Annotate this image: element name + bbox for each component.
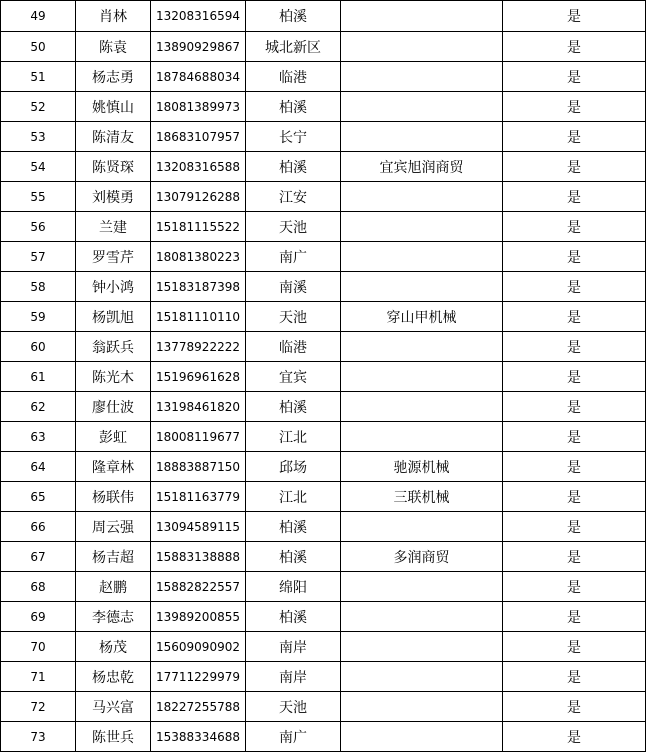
row-number: 51 — [1, 62, 76, 92]
person-name: 杨志勇 — [76, 62, 151, 92]
table-row — [1, 152, 646, 182]
company-name — [341, 692, 503, 722]
phone-number: 15882822557 — [151, 572, 246, 602]
phone-number: 13778922222 — [151, 332, 246, 362]
row-number: 65 — [1, 482, 76, 512]
company-name — [341, 332, 503, 362]
row-number: 67 — [1, 542, 76, 572]
area-name: 柏溪 — [246, 1, 341, 32]
company-name — [341, 662, 503, 692]
row-number: 63 — [1, 422, 76, 452]
company-name — [341, 212, 503, 242]
status-flag: 是 — [503, 302, 646, 332]
phone-number: 15883138888 — [151, 542, 246, 572]
area-name: 天池 — [246, 212, 341, 242]
person-name: 李德志 — [76, 602, 151, 632]
person-name: 刘模勇 — [76, 182, 151, 212]
area-name: 江安 — [246, 182, 341, 212]
area-name: 江北 — [246, 422, 341, 452]
status-flag: 是 — [503, 332, 646, 362]
row-number: 57 — [1, 242, 76, 272]
person-name: 钟小鸿 — [76, 272, 151, 302]
roster-body — [1, 1, 646, 752]
person-name: 陈袁 — [76, 32, 151, 62]
row-number: 69 — [1, 602, 76, 632]
table-row — [1, 92, 646, 122]
table-row — [1, 212, 646, 242]
company-name — [341, 632, 503, 662]
phone-number: 18683107957 — [151, 122, 246, 152]
person-name: 马兴富 — [76, 692, 151, 722]
row-number: 68 — [1, 572, 76, 602]
status-flag: 是 — [503, 482, 646, 512]
phone-number: 18008119677 — [151, 422, 246, 452]
person-name: 杨吉超 — [76, 542, 151, 572]
phone-number: 13208316588 — [151, 152, 246, 182]
phone-number: 18081389973 — [151, 92, 246, 122]
area-name: 柏溪 — [246, 602, 341, 632]
person-name: 杨忠乾 — [76, 662, 151, 692]
person-name: 罗雪芹 — [76, 242, 151, 272]
area-name: 南岸 — [246, 662, 341, 692]
row-number: 49 — [1, 1, 76, 32]
person-name: 杨茂 — [76, 632, 151, 662]
area-name: 柏溪 — [246, 542, 341, 572]
row-number: 64 — [1, 452, 76, 482]
company-name — [341, 32, 503, 62]
phone-number: 15196961628 — [151, 362, 246, 392]
area-name: 绵阳 — [246, 572, 341, 602]
area-name: 城北新区 — [246, 32, 341, 62]
table-row — [1, 362, 646, 392]
status-flag: 是 — [503, 692, 646, 722]
phone-number: 18784688034 — [151, 62, 246, 92]
area-name: 柏溪 — [246, 512, 341, 542]
company-name — [341, 392, 503, 422]
company-name — [341, 92, 503, 122]
person-name: 陈贤琛 — [76, 152, 151, 182]
person-name: 陈世兵 — [76, 722, 151, 752]
person-name: 彭虹 — [76, 422, 151, 452]
person-name: 翁跃兵 — [76, 332, 151, 362]
phone-number: 15181110110 — [151, 302, 246, 332]
person-name: 廖仕波 — [76, 392, 151, 422]
status-flag: 是 — [503, 92, 646, 122]
phone-number: 18883887150 — [151, 452, 246, 482]
status-flag: 是 — [503, 242, 646, 272]
phone-number: 13890929867 — [151, 32, 246, 62]
phone-number: 15388334688 — [151, 722, 246, 752]
phone-number: 13198461820 — [151, 392, 246, 422]
area-name: 江北 — [246, 482, 341, 512]
phone-number: 13989200855 — [151, 602, 246, 632]
table-row — [1, 512, 646, 542]
company-name — [341, 272, 503, 302]
phone-number: 15181163779 — [151, 482, 246, 512]
person-name: 姚慎山 — [76, 92, 151, 122]
table-row — [1, 692, 646, 722]
company-name: 宜宾旭润商贸 — [341, 152, 503, 182]
area-name: 柏溪 — [246, 92, 341, 122]
row-number: 59 — [1, 302, 76, 332]
table-row — [1, 242, 646, 272]
table-row — [1, 452, 646, 482]
table-row — [1, 332, 646, 362]
row-number: 53 — [1, 122, 76, 152]
company-name: 驰源机械 — [341, 452, 503, 482]
table-row — [1, 302, 646, 332]
phone-number: 15181115522 — [151, 212, 246, 242]
status-flag: 是 — [503, 722, 646, 752]
status-flag: 是 — [503, 362, 646, 392]
status-flag: 是 — [503, 632, 646, 662]
area-name: 天池 — [246, 302, 341, 332]
company-name: 穿山甲机械 — [341, 302, 503, 332]
row-number: 56 — [1, 212, 76, 242]
table-row — [1, 62, 646, 92]
status-flag: 是 — [503, 62, 646, 92]
phone-number: 17711229979 — [151, 662, 246, 692]
company-name: 多润商贸 — [341, 542, 503, 572]
area-name: 临港 — [246, 332, 341, 362]
row-number: 72 — [1, 692, 76, 722]
table-row — [1, 722, 646, 752]
table-row — [1, 542, 646, 572]
row-number: 55 — [1, 182, 76, 212]
company-name — [341, 362, 503, 392]
status-flag: 是 — [503, 392, 646, 422]
table-row — [1, 632, 646, 662]
row-number: 58 — [1, 272, 76, 302]
company-name — [341, 242, 503, 272]
company-name — [341, 122, 503, 152]
table-row — [1, 182, 646, 212]
table-row — [1, 1, 646, 32]
status-flag: 是 — [503, 152, 646, 182]
row-number: 52 — [1, 92, 76, 122]
company-name: 三联机械 — [341, 482, 503, 512]
company-name — [341, 722, 503, 752]
area-name: 宜宾 — [246, 362, 341, 392]
status-flag: 是 — [503, 32, 646, 62]
area-name: 邱场 — [246, 452, 341, 482]
row-number: 71 — [1, 662, 76, 692]
phone-number: 13208316594 — [151, 1, 246, 32]
person-name: 赵鹏 — [76, 572, 151, 602]
status-flag: 是 — [503, 422, 646, 452]
phone-number: 15183187398 — [151, 272, 246, 302]
person-name: 隆章林 — [76, 452, 151, 482]
table-row — [1, 662, 646, 692]
status-flag: 是 — [503, 512, 646, 542]
table-row — [1, 422, 646, 452]
table-row — [1, 572, 646, 602]
phone-number: 15609090902 — [151, 632, 246, 662]
status-flag: 是 — [503, 542, 646, 572]
person-name: 杨联伟 — [76, 482, 151, 512]
status-flag: 是 — [503, 1, 646, 32]
status-flag: 是 — [503, 182, 646, 212]
table-row — [1, 602, 646, 632]
company-name — [341, 602, 503, 632]
person-name: 周云强 — [76, 512, 151, 542]
person-name: 肖林 — [76, 1, 151, 32]
row-number: 66 — [1, 512, 76, 542]
status-flag: 是 — [503, 122, 646, 152]
row-number: 60 — [1, 332, 76, 362]
table-row — [1, 392, 646, 422]
area-name: 临港 — [246, 62, 341, 92]
status-flag: 是 — [503, 212, 646, 242]
phone-number: 13094589115 — [151, 512, 246, 542]
company-name — [341, 422, 503, 452]
person-name: 杨凯旭 — [76, 302, 151, 332]
status-flag: 是 — [503, 602, 646, 632]
person-name: 陈清友 — [76, 122, 151, 152]
company-name — [341, 62, 503, 92]
status-flag: 是 — [503, 272, 646, 302]
company-name — [341, 1, 503, 32]
table-row — [1, 122, 646, 152]
table-row — [1, 272, 646, 302]
company-name — [341, 182, 503, 212]
person-name: 兰建 — [76, 212, 151, 242]
status-flag: 是 — [503, 572, 646, 602]
status-flag: 是 — [503, 662, 646, 692]
table-row — [1, 482, 646, 512]
row-number: 62 — [1, 392, 76, 422]
area-name: 南岸 — [246, 632, 341, 662]
company-name — [341, 512, 503, 542]
area-name: 南广 — [246, 242, 341, 272]
area-name: 长宁 — [246, 122, 341, 152]
area-name: 柏溪 — [246, 392, 341, 422]
area-name: 南溪 — [246, 272, 341, 302]
phone-number: 18227255788 — [151, 692, 246, 722]
phone-number: 13079126288 — [151, 182, 246, 212]
area-name: 天池 — [246, 692, 341, 722]
company-name — [341, 572, 503, 602]
row-number: 73 — [1, 722, 76, 752]
row-number: 70 — [1, 632, 76, 662]
area-name: 南广 — [246, 722, 341, 752]
phone-number: 18081380223 — [151, 242, 246, 272]
row-number: 50 — [1, 32, 76, 62]
area-name: 柏溪 — [246, 152, 341, 182]
status-flag: 是 — [503, 452, 646, 482]
person-name: 陈光木 — [76, 362, 151, 392]
row-number: 61 — [1, 362, 76, 392]
row-number: 54 — [1, 152, 76, 182]
table-row — [1, 32, 646, 62]
